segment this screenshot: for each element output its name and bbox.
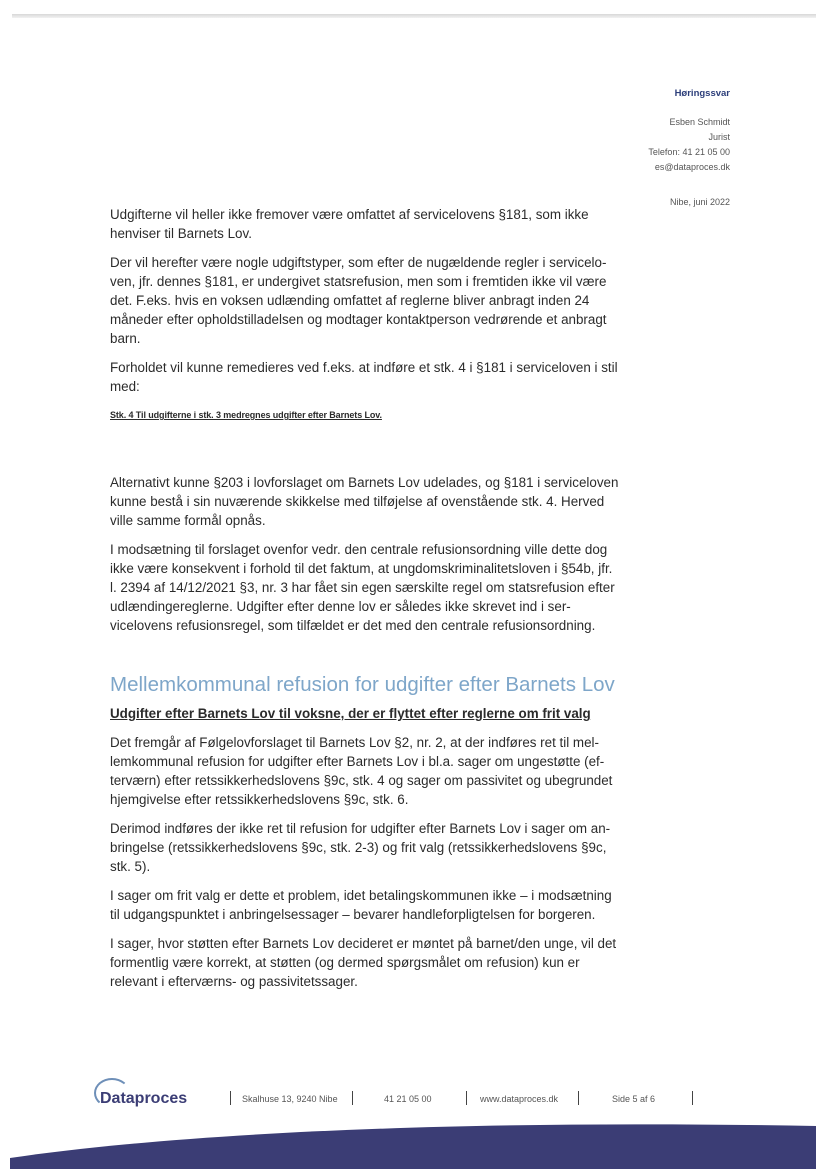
sender-info xyxy=(590,86,730,210)
sender-phone: Telefon: 41 21 05 00 xyxy=(648,147,730,157)
section-heading: Mellemkommunal refusion for udgifter efter Barnets Lov xyxy=(110,673,615,696)
paragraph: Udgifterne vil heller ikke fremover være omfattet af servicelovens §181, som ikke henviser til Barnets Lov. xyxy=(110,207,589,241)
document-date: Nibe, juni 2022 xyxy=(669,197,730,207)
sender-email: es@dataproces.dk xyxy=(654,162,730,172)
document-body xyxy=(110,205,622,1001)
paragraph: Det fremgår af Følgelovforslaget til Barnets Lov §2, nr. 2, at der indføres ret til mel-lemkommunal refusion for udgifter efter Barnets Lov i bl.a. sager om ungestøtte (ef-terværn) efter retssikkerhedslovens §9c, stk. 4 og sager om passivitet og ubegrundet hjemgivelse efter retssikkerhedslovens §9c, stk. 6. xyxy=(110,735,613,807)
top-rule xyxy=(12,14,816,18)
paragraph: I modsætning til forslaget ovenfor vedr. den centrale refusionsordning ville dette dog ikke være konsekvent i forhold til det faktum, at ungdomskriminalitetsloven i §54b, jfr. l. 2394 af 14/12/2021 §3, nr. 3 har fået sin egen særskilte regel om statsrefusion efter udlændingereglerne. Udgifter efter denne lov er således ikke skrevet ind i ser-vicelovens refusionsregel, som tilfældet er det med den centrale refusionsordning. xyxy=(110,542,615,633)
footer-phone: 41 21 05 00 xyxy=(384,1094,432,1104)
paragraph: I sager, hvor støtten efter Barnets Lov decideret er møntet på barnet/den unge, vil det formentlig være korrekt, at støtten (og dermed spørgsmålet om refusion) kun er relevant i efterværns- og passivitetssager. xyxy=(110,936,617,989)
footer-address: Skalhuse 13, 9240 Nibe xyxy=(242,1094,338,1104)
sender-name: Esben Schmidt xyxy=(669,117,730,127)
paragraph: Alternativt kunne §203 i lovforslaget om Barnets Lov udelades, og §181 i serviceloven kunne bestå i sin nuværende skikkelse med tilføjelse af ovenstående stk. 4. Herved ville samme formål opnås. xyxy=(110,475,619,528)
paragraph: Forholdet vil kunne remedieres ved f.eks. at indføre et stk. 4 i §181 i serviceloven i stil med: xyxy=(110,360,618,394)
footer-wave xyxy=(0,1102,828,1169)
subheading: Udgifter efter Barnets Lov til voksne, der er flyttet efter reglerne om frit valg xyxy=(110,706,591,721)
page-footer xyxy=(0,1080,828,1169)
paragraph: Der vil herefter være nogle udgiftstyper, som efter de nugældende regler i servicelo-ven, jfr. dennes §181, er undergivet statsrefusion, men som i fremtiden ikke vil være det. F.eks. hvis en voksen udlænding omfattet af reglerne bliver anbragt inden 24 måneder efter opholdstilladelsen og modtager kontaktperson vedrørende et anbragt barn. xyxy=(110,255,607,346)
footer-website[interactable]: www.dataproces.dk xyxy=(480,1094,559,1104)
sender-role: Jurist xyxy=(708,132,730,142)
page-number: Side 5 af 6 xyxy=(612,1094,656,1104)
document-type: Høringssvar xyxy=(674,88,730,99)
proposed-text: Stk. 4 Til udgifterne i stk. 3 medregnes udgifter efter Barnets Lov. xyxy=(110,410,382,420)
logo-text: Dataproces xyxy=(100,1090,188,1107)
paragraph: I sager om frit valg er dette et problem, idet betalingskommunen ikke – i modsætning til udgangspunktet i anbringelsessager – bevarer handleforpligtelsen for borgeren. xyxy=(110,888,612,922)
paragraph: Derimod indføres der ikke ret til refusion for udgifter efter Barnets Lov i sager om an-bringelse (retssikkerhedslovens §9c, stk. 2-3) og frit valg (retssikkerhedslovens §9c, stk. 5). xyxy=(110,821,611,874)
